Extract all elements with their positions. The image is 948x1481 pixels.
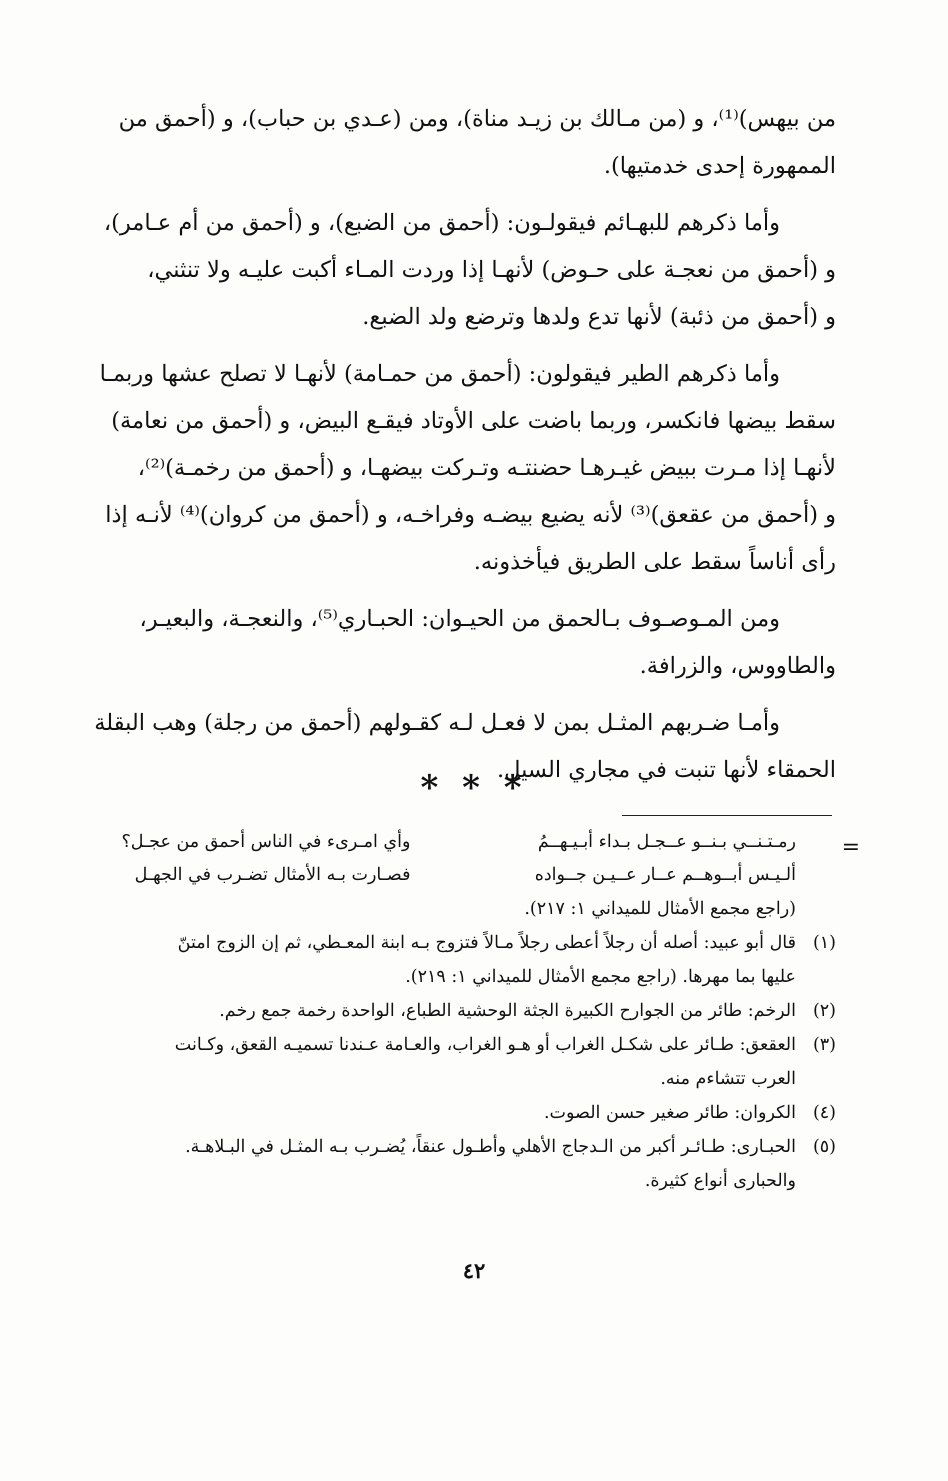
- footnotes: [82, 826, 836, 1198]
- footnote-number: (٢): [812, 1001, 836, 1021]
- footnote-line: والحبارى أنواع كثيرة.: [644, 1171, 796, 1191]
- footnote-3: [82, 1028, 836, 1096]
- footnote-number: (٤): [812, 1103, 836, 1123]
- verse-hemistich-second: وأي امـرىء في الناس أحمق من عجـل؟: [121, 832, 411, 852]
- text-line: رأى أناساً سقط على الطريق فيأخذونه.: [473, 549, 836, 575]
- text-line: و (أحمق من ذئبة) لأنها تدع ولدها وترضع ولد الضبع.: [362, 304, 836, 330]
- footnote-1: [82, 926, 836, 994]
- verse-hemistich-first: رمـتـنــي بـنــو عــجـل بـداء أبـيـهــمُ: [537, 832, 796, 852]
- text-line: و (أحمق من عقعق)⁽³⁾ لأنه يضيع بيضـه وفراخـه، و (أحمق من كروان)⁽⁴⁾ لأنـه إذا: [105, 502, 836, 528]
- text-line: من بيهس)⁽¹⁾، و (من مـالك بن زيـد مناة)، ومن (عـدي بن حباب)، و (أحمق من: [118, 106, 836, 132]
- footnote-continued-mark: =: [841, 835, 860, 860]
- verse-source: (راجع مجمع الأمثال للميداني ١: ٢١٧).: [524, 899, 796, 919]
- text-line: و (أحمق من نعجـة على حـوض) لأنهـا إذا وردت المـاء أكبت عليـه ولا تنثني،: [147, 257, 836, 283]
- footnote-2: [82, 994, 836, 1028]
- footnote-line: الرخم: طائر من الجوارح الكبيرة الجثة الوحشية الطباع، الواحدة رخمة جمع رخم.: [219, 1001, 796, 1021]
- footnote-number: (١): [812, 933, 836, 953]
- text-line: وأما ذكرهم للبهـائم فيقولـون: (أحمق من الضبع)، و (أحمق من أم عـامر)،: [103, 210, 780, 236]
- page-number: ٤٢: [462, 1258, 486, 1283]
- text-line: لأنهـا إذا مـرت ببيض غيـرهـا حضنتـه وتـركت بيضهـا، و (أحمق من رخمـة)⁽²⁾،: [137, 455, 836, 481]
- verse-line: [82, 859, 836, 892]
- footnote-5: [82, 1130, 836, 1198]
- footnote-number: (٣): [812, 1035, 836, 1055]
- text-line: وأمـا ضـربهم المثـل بمن لا فعـل لـه كقـولهم (أحمق من رجلة) وهب البقلة: [94, 710, 780, 736]
- section-separator: * * *: [420, 768, 528, 808]
- footnote-rule: [622, 815, 832, 816]
- footnote-line: العرب تتشاءم منه.: [660, 1069, 796, 1089]
- text-line: الممهورة إحدى خدمتيها).: [603, 153, 836, 179]
- footnote-4: [82, 1096, 836, 1130]
- text-line: ومن المـوصـوف بـالحمق من الحيـوان: الحبـاري⁽⁵⁾، والنعجـة، والبعيـر،: [139, 606, 780, 632]
- text-line: والطاووس، والزرافة.: [639, 653, 836, 679]
- text-line: الحمقاء لأنها تنبت في مجاري السيل.: [496, 757, 836, 783]
- footnote-line: عليها بما مهرها. (راجع مجمع الأمثال للميداني ١: ٢١٩).: [405, 967, 796, 987]
- footnote-line: قال أبو عبيد: أصله أن رجلاً أعطى رجلاً مـالاً فتزوج بـه ابنة المعـطي، ثم إن الزوج امتنّ: [177, 933, 796, 953]
- verse-hemistich-first: ألـيـس أبــوهــم عــار عــيـن جــواده: [534, 865, 796, 885]
- footnote-number: (٥): [812, 1137, 836, 1157]
- verse-hemistich-second: فصـارت بـه الأمثال تضـرب في الجهـل: [134, 865, 411, 885]
- main-text: [82, 96, 836, 794]
- footnote-line: العقعق: طـائر على شكـل الغراب أو هـو الغراب، والعـامة عـندنا تسميـه القعق، وكـانت: [174, 1035, 796, 1055]
- footnote-line: الكروان: طائر صغير حسن الصوت.: [543, 1103, 796, 1123]
- text-line: وأما ذكرهم الطير فيقولون: (أحمق من حمـامة) لأنهـا لا تصلح عشها وربمـا: [99, 361, 780, 387]
- verse-line: [82, 826, 836, 859]
- text-line: سقط بيضها فانكسر، وربما باضت على الأوتاد فيقـع البيض، و (أحمق من نعامة): [111, 408, 836, 434]
- footnote-line: الحبـارى: طـائـر أكبر من الـدجاج الأهلي وأطـول عنقاً، يُضـرب بـه المثـل في البـلاهـة.: [185, 1137, 796, 1157]
